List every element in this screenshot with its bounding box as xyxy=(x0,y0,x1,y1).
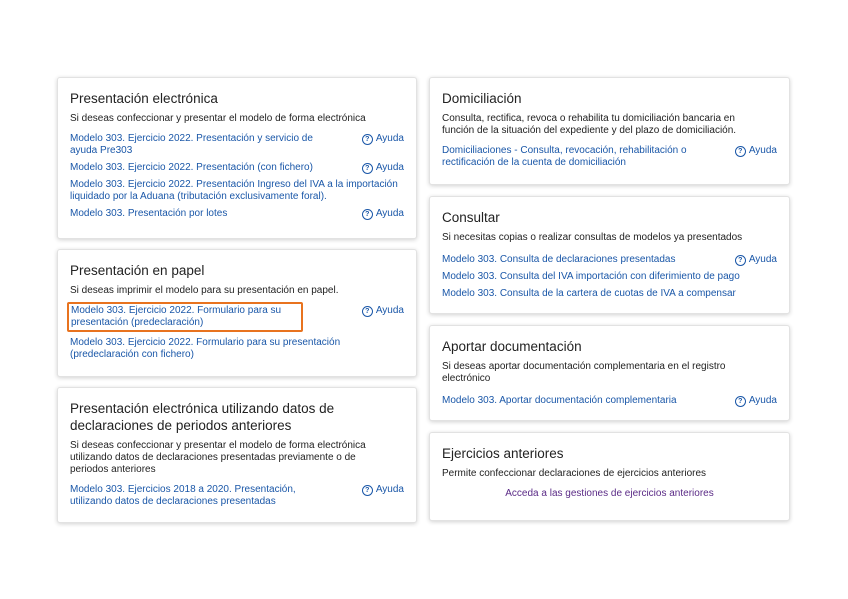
card-description: Si deseas confeccionar y presentar el modelo de forma electrónica utilizando datos de declaraciones presentadas previamente o de periodos anteriores xyxy=(70,440,366,475)
question-circle-icon: ? xyxy=(362,485,373,496)
help-link[interactable]: ? Ayuda xyxy=(735,254,777,266)
card-description: Si deseas confeccionar y presentar el modelo de forma electrónica xyxy=(70,113,366,124)
card-consultar xyxy=(429,196,790,314)
card-title: Consultar xyxy=(442,210,500,225)
link-presentacion-fichero[interactable]: Modelo 303. Ejercicio 2022. Presentación (con fichero) xyxy=(70,162,313,173)
card-description: Consulta, rectifica, revoca o rehabilita tu domiciliación bancaria en función de la situación del expediente y del plazo de domiciliación. xyxy=(442,113,737,136)
card-title: Presentación electrónica utilizando datos de declaraciones de periodos anteriores xyxy=(70,401,335,433)
link-row xyxy=(70,484,404,508)
link-row xyxy=(442,395,777,407)
question-circle-icon: ? xyxy=(735,255,746,266)
link-consulta-iva-importacion[interactable]: Modelo 303. Consulta del IVA importación con diferimiento de pago xyxy=(442,271,740,282)
card-description: Si deseas imprimir el modelo para su presentación en papel. xyxy=(70,285,339,296)
card-description: Permite confeccionar declaraciones de ejercicios anteriores xyxy=(442,468,707,479)
link-presentacion-pre303[interactable]: Modelo 303. Ejercicio 2022. Presentación y servicio de ayuda Pre303 xyxy=(70,133,313,156)
link-row xyxy=(70,305,404,329)
card-domiciliacion xyxy=(429,77,790,185)
card-periodos-anteriores xyxy=(57,387,417,523)
link-row xyxy=(442,254,777,266)
help-link[interactable]: ? Ayuda xyxy=(362,133,404,145)
link-formulario-predeclaracion-fichero[interactable]: Modelo 303. Ejercicio 2022. Formulario para su presentación (predeclaración con fichero) xyxy=(70,337,341,360)
link-row xyxy=(70,162,404,174)
link-row xyxy=(70,133,404,157)
question-circle-icon: ? xyxy=(362,134,373,145)
link-presentacion-lotes[interactable]: Modelo 303. Presentación por lotes xyxy=(70,208,228,219)
help-link[interactable]: ? Ayuda xyxy=(362,305,404,317)
link-row xyxy=(70,208,404,220)
card-title: Presentación electrónica xyxy=(70,91,218,106)
link-gestiones-ejercicios-anteriores[interactable]: Acceda a las gestiones de ejercicios anteriores xyxy=(505,488,714,499)
link-row xyxy=(70,337,404,361)
card-title: Domiciliación xyxy=(442,91,522,106)
link-consulta-declaraciones[interactable]: Modelo 303. Consulta de declaraciones presentadas xyxy=(442,254,676,265)
card-description: Si deseas aportar documentación complementaria en el registro electrónico xyxy=(442,361,726,384)
help-link[interactable]: ? Ayuda xyxy=(362,208,404,220)
link-row xyxy=(70,179,404,203)
link-ejercicios-2018-2020[interactable]: Modelo 303. Ejercicios 2018 a 2020. Presentación, utilizando datos de declaraciones presentadas xyxy=(70,484,296,507)
help-link[interactable]: ? Ayuda xyxy=(735,395,777,407)
question-circle-icon: ? xyxy=(362,209,373,220)
card-aportar-documentacion xyxy=(429,325,790,421)
help-link[interactable]: ? Ayuda xyxy=(362,162,404,174)
question-circle-icon: ? xyxy=(362,306,373,317)
link-aportar-documentacion[interactable]: Modelo 303. Aportar documentación complementaria xyxy=(442,395,677,406)
help-link[interactable]: ? Ayuda xyxy=(735,145,777,157)
link-row xyxy=(442,271,777,283)
card-presentacion-papel xyxy=(57,249,417,377)
card-ejercicios-anteriores xyxy=(429,432,790,521)
question-circle-icon: ? xyxy=(735,396,746,407)
card-description: Si necesitas copias o realizar consultas de modelos ya presentados xyxy=(442,232,743,243)
help-link[interactable]: ? Ayuda xyxy=(362,484,404,496)
link-ingreso-iva-aduana[interactable]: Modelo 303. Ejercicio 2022. Presentación Ingreso del IVA a la importación liquidado por la Aduana (tributación exclusivamente foral). xyxy=(70,179,398,202)
link-domiciliaciones[interactable]: Domiciliaciones - Consulta, revocación, rehabilitación o rectificación de la cuenta de domiciliación xyxy=(442,145,687,168)
card-title: Ejercicios anteriores xyxy=(442,446,564,461)
link-formulario-predeclaracion[interactable]: Modelo 303. Ejercicio 2022. Formulario para su presentación (predeclaración) xyxy=(67,302,303,332)
card-title: Presentación en papel xyxy=(70,263,205,278)
link-consulta-cartera-cuotas[interactable]: Modelo 303. Consulta de la cartera de cuotas de IVA a compensar xyxy=(442,288,736,299)
card-title: Aportar documentación xyxy=(442,339,582,354)
link-row xyxy=(442,288,777,300)
link-row xyxy=(442,145,777,169)
card-presentacion-electronica xyxy=(57,77,417,239)
question-circle-icon: ? xyxy=(362,163,373,174)
question-circle-icon: ? xyxy=(735,146,746,157)
